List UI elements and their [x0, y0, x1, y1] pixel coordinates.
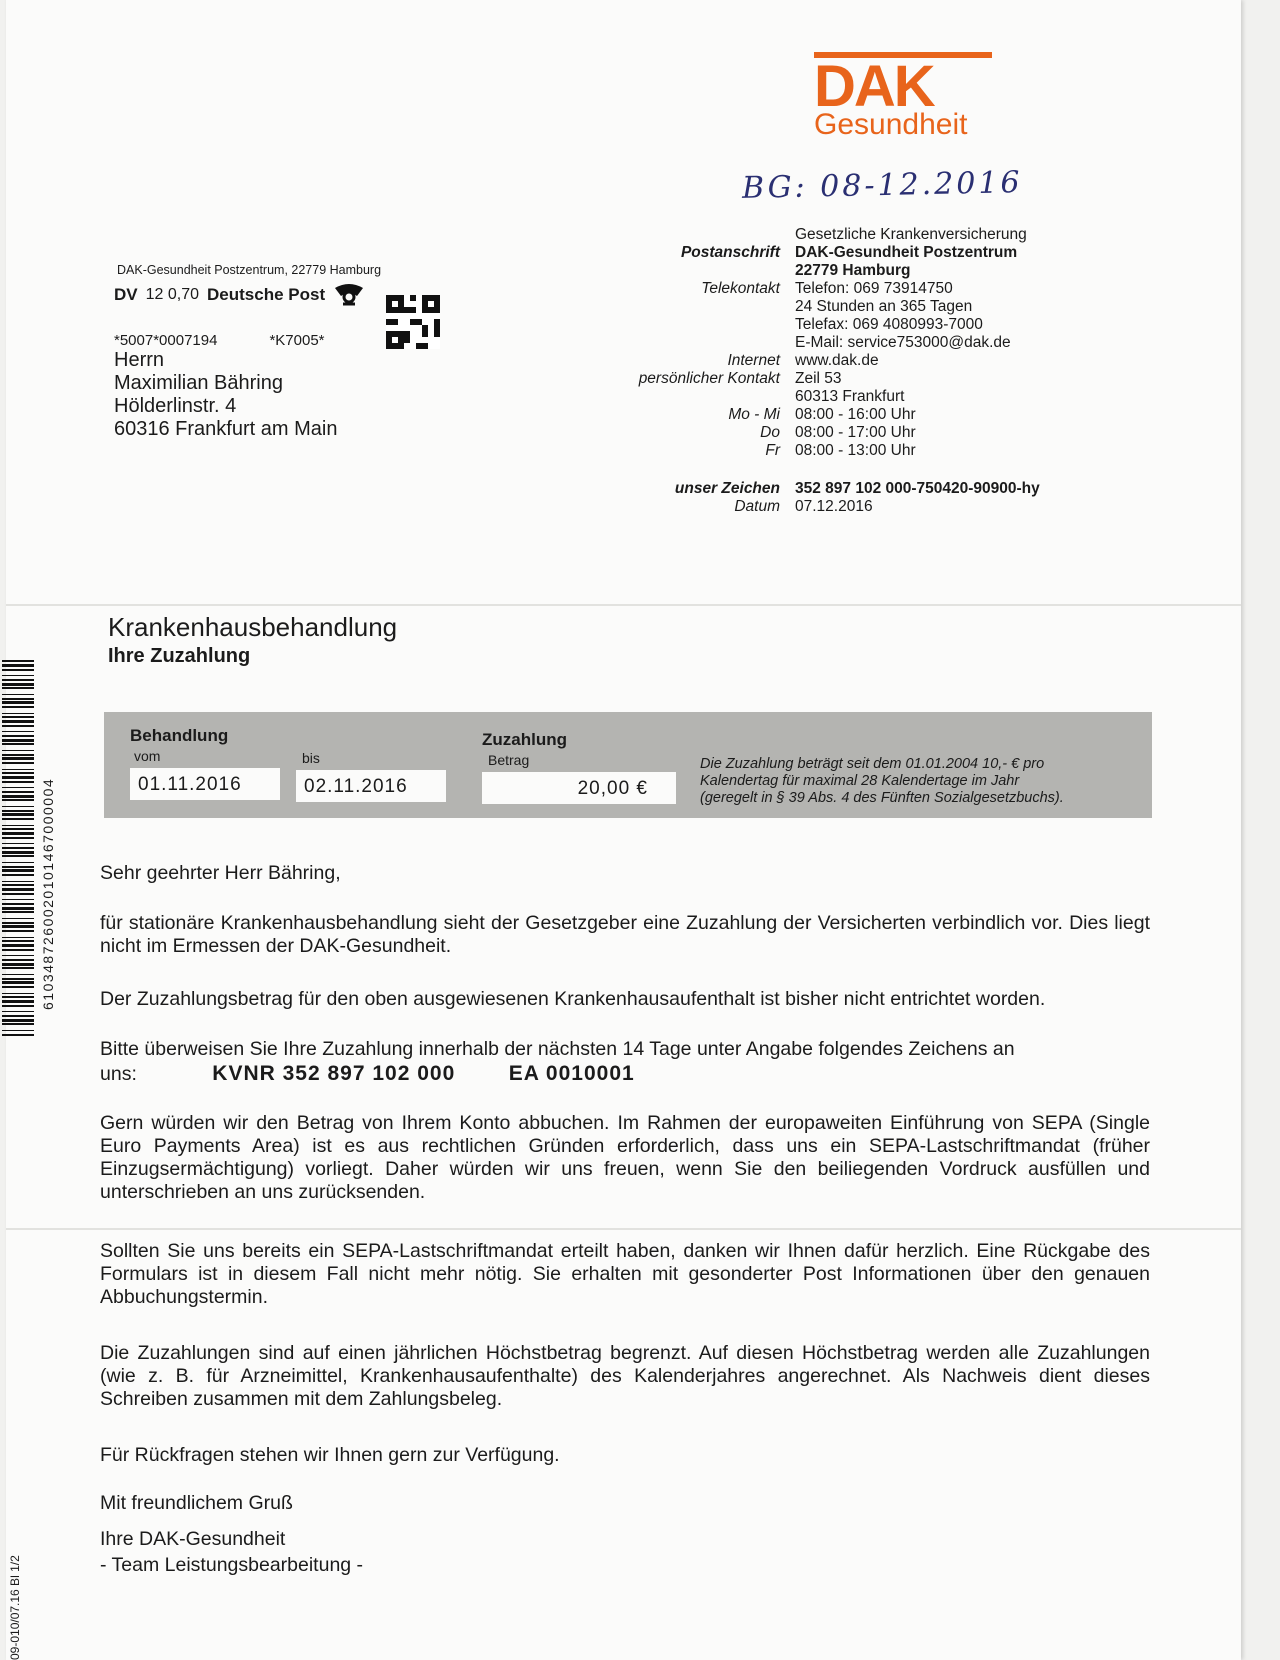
paragraph-3: Bitte überweisen Sie Ihre Zuzahlung innerhalb der nächsten 14 Tage unter Angabe folgendes Zeichens an — [100, 1038, 1015, 1060]
internet-link[interactable]: www.dak.de — [795, 352, 879, 369]
greeting: Sehr geehrter Herr Bähring, — [100, 862, 341, 884]
paragraph-7: Für Rückfragen stehen wir Ihnen gern zur Verfügung. — [100, 1444, 560, 1466]
closing: Mit freundlichem Gruß — [100, 1492, 293, 1514]
note-line-1: Die Zuzahlung beträgt seit dem 01.01.2004 10,- € pro — [700, 756, 1045, 772]
postanschrift-line-1: DAK-Gesundheit Postzentrum — [795, 244, 1018, 261]
fold-line — [6, 604, 1241, 606]
dak-wordmark-icon — [814, 52, 992, 108]
paragraph-4: Gern würden wir den Betrag von Ihrem Konto abbuchen. Im Rahmen der europaweiten Einführung von SEPA (Single Euro Payments Area) ist es aus rechtlichen Gründen erforderlich, dass uns ein SEPA-Lastschriftmandat (früher Einzugsermächtigung) vorliegt. Daher würden wir uns freuen, wenn Sie den beiliegenden Vordruck ausfüllen und unterschrieben an uns zurücksenden. — [100, 1112, 1150, 1203]
do-hours: 08:00 - 17:00 Uhr — [795, 424, 916, 441]
paragraph-5: Sollten Sie uns bereits ein SEPA-Lastschriftmandat erteilt haben, danken wir Ihnen dafür herzlich. Eine Rückgabe des Formulars ist in diesem Fall nicht mehr nötig. Sie erhalten mit gesonderter Post Informationen über den genauen Abbuchungstermin. — [100, 1240, 1150, 1308]
internet-label: Internet — [727, 352, 780, 369]
org-line: Gesetzliche Krankenversicherung — [795, 226, 1027, 243]
datamatrix-code-icon — [386, 295, 440, 349]
note-line-3: (geregelt in § 39 Abs. 4 des Fünften Sozialgesetzbuchs). — [700, 790, 1064, 806]
hotline-hours: 24 Stunden an 365 Tagen — [795, 298, 973, 315]
bis-label: bis — [302, 750, 320, 766]
note-line-2: Kalendertag für maximal 28 Kalendertage im Jahr — [700, 773, 1020, 789]
payment-box — [104, 712, 1152, 818]
franking-carrier: Deutsche Post — [207, 285, 326, 304]
betrag-label: Betrag — [488, 752, 530, 768]
franking — [114, 282, 365, 308]
vom-label: vom — [134, 748, 161, 764]
subject-title: Krankenhausbehandlung — [108, 612, 398, 642]
posthorn-icon — [333, 282, 365, 308]
subject — [108, 612, 397, 668]
signature-line-1: Ihre DAK-Gesundheit — [100, 1528, 286, 1550]
email: E-Mail: service753000@dak.de — [795, 334, 1011, 351]
telefon: Telefon: 069 73914750 — [795, 280, 953, 297]
franking-dv: DV — [114, 285, 138, 304]
paragraph-6: Die Zuzahlungen sind auf einen jährlichen Höchstbetrag begrenzt. Auf diesen Höchstbetrag werden alle Zuzahlungen (wie z. B. für Arzneimittel, Krankenhausaufenthalte) des Kalenderjahres angerechnet. Als Nachweis dient dieses Schreiben zusammen mit dem Zahlungsbeleg. — [100, 1342, 1150, 1410]
postanschrift-label: Postanschrift — [680, 244, 780, 261]
bis-date: 02.11.2016 — [296, 770, 446, 802]
paragraph-2: Der Zuzahlungsbetrag für den oben ausgewiesenen Krankenhausaufenthalt ist bisher nicht entrichtet worden. — [100, 988, 1046, 1010]
ea-number: EA 0010001 — [508, 1062, 635, 1085]
mo-label: Mo - Mi — [728, 406, 780, 423]
reference-number: 352 897 102 000-750420-90900-hy — [795, 480, 1040, 497]
betrag-amount: 20,00 € — [482, 772, 676, 804]
postanschrift-line-2: 22779 Hamburg — [795, 262, 911, 279]
handwritten-note: BG: 08-12.2016 — [741, 165, 1023, 206]
mo-hours: 08:00 - 16:00 Uhr — [795, 406, 916, 423]
zuzahlung-label: Zuzahlung — [482, 730, 567, 749]
return-address: DAK-Gesundheit Postzentrum, 22779 Hamburg — [117, 263, 382, 277]
recipient-city: 60316 Frankfurt am Main — [114, 418, 338, 440]
uns-label: uns: — [100, 1063, 137, 1085]
dak-logo — [814, 52, 992, 141]
zuzahlung-note — [700, 756, 1140, 807]
contact-info-block — [580, 226, 1100, 516]
recipient-code: *5007*0007194 — [114, 332, 218, 349]
fr-label: Fr — [765, 442, 780, 459]
barcode-number: 6103487260020101467000004 — [40, 777, 56, 1010]
recipient-name: Maximilian Bähring — [114, 372, 283, 394]
letter-date: 07.12.2016 — [795, 498, 873, 515]
subject-subtitle: Ihre Zuzahlung — [108, 645, 251, 667]
paragraph-1: für stationäre Krankenhausbehandlung sieht der Gesetzgeber eine Zuzahlung der Versicherten verbindlich vor. Dies liegt nicht im Ermessen der DAK-Gesundheit. — [100, 912, 1150, 957]
vom-date: 01.11.2016 — [130, 768, 280, 800]
telefax: Telefax: 069 4080993-7000 — [795, 316, 983, 333]
kontakt-label: persönlicher Kontakt — [638, 370, 780, 387]
form-code: 09-010/07.16 Bl 1/2 — [8, 1555, 22, 1660]
fold-line — [6, 1228, 1241, 1230]
recipient-address — [114, 349, 337, 441]
recipient-codes — [114, 332, 325, 349]
datum-label: Datum — [734, 498, 780, 515]
franking-code: 12 0,70 — [145, 286, 200, 303]
do-label: Do — [760, 424, 780, 441]
svg-text:DAK: DAK — [814, 54, 934, 108]
signature-line-2: - Team Leistungsbearbeitung - — [100, 1554, 364, 1576]
fr-hours: 08:00 - 13:00 Uhr — [795, 442, 916, 459]
recipient-street: Hölderlinstr. 4 — [114, 395, 237, 417]
logo-subtitle: Gesundheit — [814, 108, 968, 141]
recipient-salutation: Herrn — [114, 349, 165, 371]
behandlung-label: Behandlung — [130, 726, 229, 745]
payment-reference — [100, 1062, 635, 1086]
kvnr: KVNR 352 897 102 000 — [212, 1062, 456, 1085]
kontakt-city: 60313 Frankfurt — [795, 388, 905, 405]
kontakt-street: Zeil 53 — [795, 370, 842, 387]
zeichen-label: unser Zeichen — [674, 480, 780, 497]
barcode-icon — [2, 660, 34, 1036]
recipient-code-k: *K7005* — [269, 332, 325, 349]
telekontakt-label: Telekontakt — [701, 280, 780, 297]
